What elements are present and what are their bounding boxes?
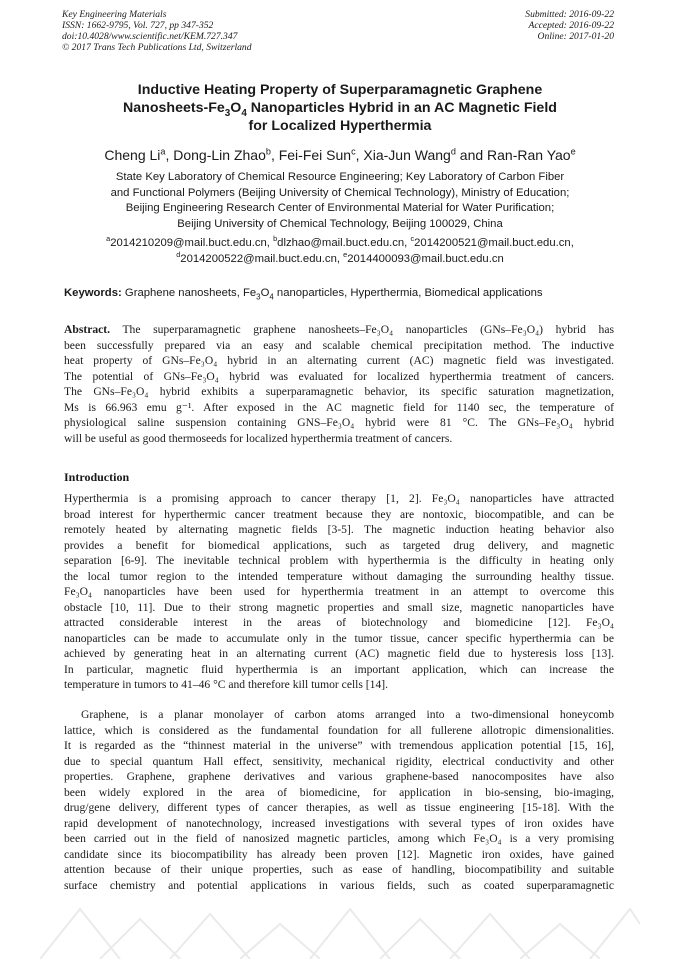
abstract-line: been successfully prepared via an easy and scalable chemical precipitation method. The inductive — [64, 338, 614, 352]
abstract-line: Abstract. The superparamagnetic graphene nanosheets–Fe₃O₄ nanoparticles (GNs–Fe₃O₄) hybrid has — [64, 323, 614, 336]
paragraph-line: remotely heated by alternating magnetic fields [3-5]. The magnetic induction heating behavior also — [64, 523, 614, 536]
paragraph-line: the local tumor region to the intended temperature without damaging the surrounding healthy tissue. — [64, 569, 614, 583]
email-link[interactable]: 2014200522@mail.buct.edu.cn, — [180, 252, 340, 265]
email-link[interactable]: 2014400093@mail.buct.edu.cn — [347, 252, 504, 265]
author-emails: $^a$2014210209@mail.buct.edu.cn, $^b$dlzhao@mail.buct.edu.cn, $^c$2014200521@mail.buct.edu.cn, $^d$2014200522@mail.buct.edu.cn, $^e$2014400093@mail.buct.edu.cn — [106, 234, 574, 265]
title-line-2: Nanosheets-$Fe_3O_4$ Nanoparticles Hybrid in an AC Magnetic Field — [123, 100, 557, 119]
paragraph-line: drug/gene delivery, different types of cancer therapies, as well as tissue engineering [15-18]. With the — [64, 801, 614, 814]
paragraph-line: In particular, magnetic fluid hyperthermia is an important application, which can increase the — [64, 662, 614, 676]
doi-line: doi:10.4028/www.scientific.net/KEM.727.347 — [62, 31, 238, 42]
paragraph-line: attention because of their unique properties, such as ease of handling, biocompatibility and suitable — [64, 863, 614, 876]
paragraph-line: attracted considerable interest in the areas of biotechnology and biomedicine [12]. Fe₃O₄ — [64, 616, 614, 629]
paragraph-line: been carried out in the field of nanosized magnetic particles, among which Fe₃O₄ is a very promising — [64, 832, 614, 845]
keywords-label: Keywords: — [64, 287, 122, 299]
abstract-line: The GNs–Fe₃O₄ hybrid exhibits a superparamagnetic behavior, its specific saturation magnetization, — [64, 385, 614, 398]
paragraph-line: obstacle [10, 11]. Due to their strong magnetic properties and small size, magnetic nanoparticles have — [64, 600, 614, 614]
watermark-graphic — [40, 899, 640, 959]
intro-paragraph-2 — [64, 707, 614, 893]
abstract — [64, 322, 614, 446]
paragraph-line: properties. Graphene, graphene derivatives and various graphene-based nanocomposites have also — [64, 770, 614, 783]
author-name: Fei-Fei Sun — [278, 147, 352, 163]
paragraph-line: separation [6-9]. The inevitable technical problem with hyperthermia is the difficulty in heating only — [64, 554, 614, 567]
paragraph-line: surface chemistry and potential applications in various fields, such as coated superparamagnetic — [64, 878, 614, 892]
paragraph-line: It is regarded as the “thinnest material in the universe” with tremendous application potential [15, 16], — [64, 739, 614, 752]
keywords: Keywords: Graphene nanosheets, $Fe_3O_4$ nanoparticles, Hyperthermia, Biomedical applications — [64, 287, 543, 302]
abstract-line: will be useful as good thermoseeds for localized hyperthermia treatment of cancers. — [64, 431, 453, 445]
dates-info — [525, 9, 614, 42]
abstract-label: Abstract. — [64, 323, 111, 336]
author-name: Dong-Lin Zhao — [173, 147, 266, 163]
issn-line: ISSN: 1662-9795, Vol. 727, pp 347-352 — [62, 20, 214, 31]
abstract-line: physiological saline suspension containing GNS–Fe₃O₄ hybrid were 81 °C. The GNs–Fe₃O₄ hybrid — [64, 416, 614, 429]
journal-info — [62, 9, 252, 53]
author-name: Xia-Jun Wang — [363, 147, 451, 163]
accepted-date: Accepted: 2016-09-22 — [528, 20, 614, 31]
paper-title — [40, 81, 640, 135]
paragraph-line: provides a benefit for biomedical applications, such as targeted drug delivery, and magnetic — [64, 538, 614, 552]
journal-name: Key Engineering Materials — [62, 9, 167, 20]
section-heading-introduction: Introduction — [64, 470, 130, 484]
paragraph-line: Graphene, is a planar monolayer of carbon atoms arranged into a two-dimensional honeycomb — [81, 708, 614, 721]
affiliation: State Key Laboratory of Chemical Resource Engineering; Key Laboratory of Carbon Fiber and Functional Polymers (Beijing University of Chemical Technology), Ministry of Education; Beijing Engineering Research Center of Environmental Material for Water Purification; Beijing University of Chemical Technology, Beijing 100029, China — [110, 171, 570, 230]
email-link[interactable]: 2014200521@mail.buct.edu.cn, — [414, 237, 574, 249]
paragraph-line: been widely explored in the area of biomedicine, for application in bio-sensing, bio-imaging, — [64, 785, 614, 799]
email-link[interactable]: 2014210209@mail.buct.edu.cn, — [110, 237, 270, 249]
title-line-1: Inductive Heating Property of Superparamagnetic Graphene — [137, 82, 543, 98]
abstract-line: Ms is 66.963 emu g⁻¹. After exposed in the AC magnetic field for 1140 sec, the temperature of — [64, 400, 614, 414]
author-name: Ran-Ran Yao — [487, 147, 571, 163]
paragraph-line: rapid development of nanotechnology, increased investigations with several types of iron oxides have — [64, 816, 614, 830]
paragraph-line: nanoparticles can be made to accumulate only in the tumor tissue, cancer specific hyperthermia can be — [64, 631, 614, 645]
paragraph-line: due to special quantum Hall effect, sensitivity, mechanical rigidity, electrical conductivity and other — [64, 754, 614, 768]
paragraph-line: achieved by generating heat in an alternating current (AC) magnetic field due to hysteresis loss [13]. — [64, 647, 614, 660]
abstract-line: heat property of GNs–Fe₃O₄ hybrid in an alternating current (AC) magnetic field was investigated. — [64, 354, 614, 367]
email-link[interactable]: dlzhao@mail.buct.edu.cn, — [277, 237, 408, 249]
paragraph-line: lattice, which is considered as the fundamental foundation for all fullerene allotropic dimensionalities. — [64, 723, 614, 737]
copyright-line: © 2017 Trans Tech Publications Ltd, Switzerland — [62, 42, 252, 53]
paragraph-line: temperature in tumors to 41–46 °C and therefore kill tumor cells [14]. — [64, 678, 389, 691]
title-line-3: for Localized Hyperthermia — [248, 118, 432, 134]
abstract-line: The potential of GNs–Fe₃O₄ hybrid was evaluated for localized hyperthermia treatment of cancers. — [64, 369, 614, 383]
paragraph-line: broad interest for hyperthermic cancer treatment because they are nontoxic, biocompatible, and can be — [64, 507, 614, 521]
paragraph-line: Fe₃O₄ nanoparticles have been used for hyperthermia treatment in an attempt to overcome this — [64, 585, 614, 598]
online-date: Online: 2017-01-20 — [537, 31, 614, 42]
author-name: Cheng Li — [104, 147, 161, 163]
submitted-date: Submitted: 2016-09-22 — [525, 9, 614, 20]
author-list: Cheng Li$^a$, Dong-Lin Zhao$^b$, Fei-Fei Sun$^c$, Xia-Jun Wang$^d$ and Ran-Ran Yao$^e$ — [104, 146, 576, 163]
intro-paragraph-1 — [64, 491, 614, 693]
paragraph-line: Hyperthermia is a promising approach to cancer therapy [1, 2]. Fe₃O₄ nanoparticles have attracted — [64, 492, 614, 505]
paragraph-line: candidate since its biocompatibility has already been proven [12]. Magnetic iron oxides, have gained — [64, 847, 614, 861]
